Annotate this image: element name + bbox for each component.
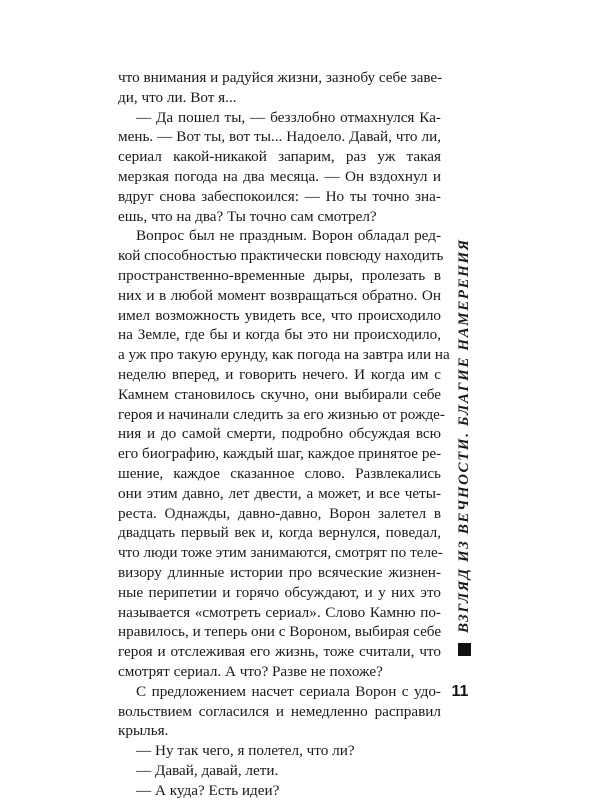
black-square-icon [458,643,471,656]
text-line: — Ну так чего, я полетел, что ли? [136,742,355,760]
text-line: С предложением насчет сериала Ворон с удо- [136,682,441,700]
body-text [118,68,450,800]
text-line: героя и начинали следить за его жизнью от рожде- [118,405,445,423]
text-line: визору длинные истории про всяческие жизнен- [118,563,441,581]
text-line: ешь, что на два? Ты точно сам смотрел? [118,207,377,225]
running-head-title: ВЗГЛЯД ИЗ ВЕЧНОСТИ. БЛАГИЕ НАМЕРЕНИЯ [455,238,472,633]
text-line: а уж про такую ерунду, как погода на завтра или на [118,346,450,364]
text-line: ди, что ли. Вот я... [118,88,237,106]
text-line: — Давай, давай, лети. [136,761,279,779]
text-line: нравилось, и теперь они с Вороном, выбирая себе [118,623,442,641]
text-line: его биографию, каждый шаг, каждое принятое ре- [118,445,442,463]
text-line: — А куда? Есть идеи? [136,781,280,799]
text-line: пространственно-временные дыры, пролезать в [118,266,441,284]
text-line: — Да пошел ты, — беззлобно отмахнулся Ка- [136,108,441,126]
text-line: реста. Однажды, давно-давно, Ворон залетел в [118,504,441,522]
text-line: Камнем становилось скучно, они выбирали себе [118,385,441,403]
text-line: ные перипетии и горячо обсуждают, и у них это [118,583,441,601]
text-line: они этим давно, лет двести, а может, и все четы- [118,484,441,502]
text-line: имел возможность увидеть все, что происходило [118,306,441,324]
text-line: называется «смотреть сериал». Слово Камню по- [118,603,441,621]
text-line: Вопрос был не праздным. Ворон обладал ред- [136,227,441,245]
page-number: 11 [451,683,469,700]
text-line: крылья. [118,722,169,740]
text-line: что люди тоже этим занимаются, смотрят по теле- [118,544,443,562]
text-line: шение, каждое сказанное слово. Развлекались [118,464,441,482]
text-line: кой способностью практически повсюду находить [118,247,444,265]
text-line: на Земле, где бы и когда бы это ни происходило, [118,326,441,344]
text-line: них и в любой момент возвращаться обратно. Он [118,286,441,304]
text-line: ния и до самой смерти, подробно обсуждая всю [118,425,441,443]
text-line: неделю вперед, и говорить нечего. И когда им с [118,365,441,383]
text-line: смотрят сериал. А что? Разве не похоже? [118,662,383,680]
text-line: сериал какой-никакой запарим, раз уж такая [118,148,441,166]
text-line: двадцать первый век и, когда вернулся, поведал, [118,524,441,542]
text-line: что внимания и радуйся жизни, зазнобу себе заве- [118,69,443,86]
running-head [454,238,474,656]
text-line: героя и отслеживая его жизнь, тоже считали, что [118,643,441,661]
text-line: вдруг снова забеспокоился: — Но ты точно зна- [118,187,441,205]
text-line: мень. — Вот ты, вот ты... Надоело. Давай, что ли, [118,128,441,146]
text-line: вольствием согласился и немедленно расправил [118,702,441,720]
text-line: мерзкая погода на два месяца. — Он вздохнул и [118,167,441,185]
